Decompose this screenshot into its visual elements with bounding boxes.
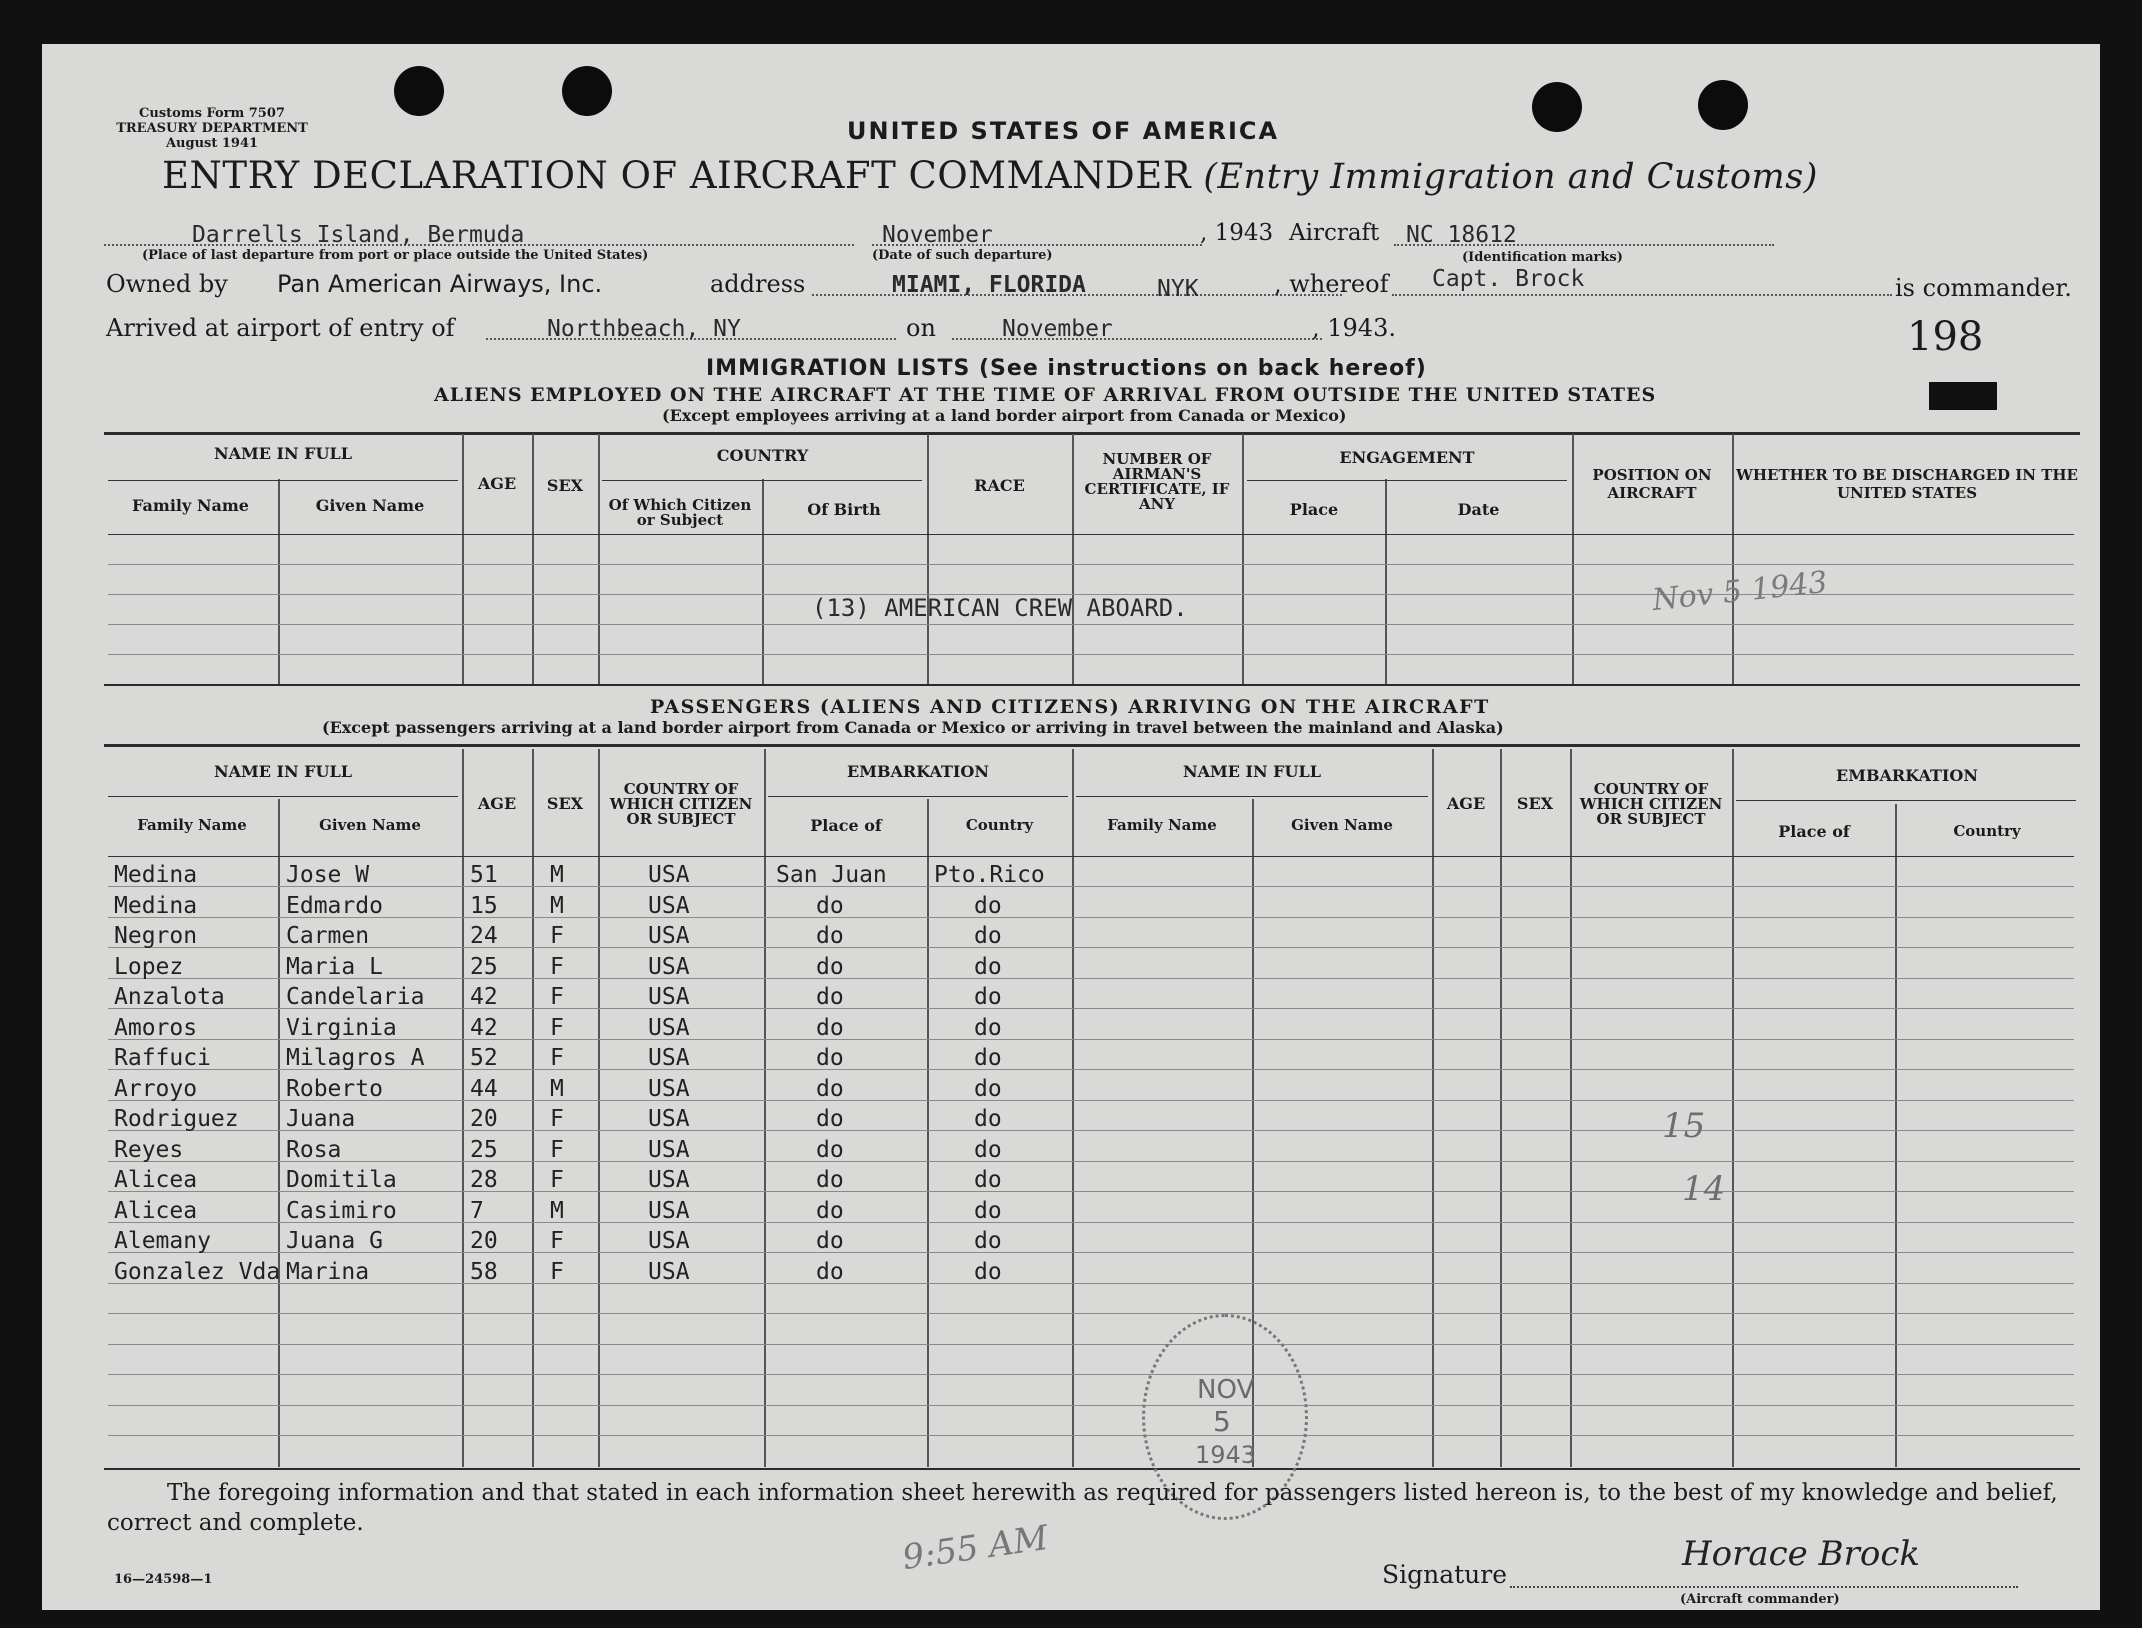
pax-col-name-2: NAME IN FULL: [1182, 762, 1321, 781]
country-heading: UNITED STATES OF AMERICA: [847, 117, 1280, 145]
arrival-year: , 1943.: [1312, 314, 1396, 342]
passenger-place: do: [816, 1075, 844, 1102]
crew-col-country: COUNTRY: [716, 446, 809, 465]
passenger-age: 58: [470, 1258, 498, 1285]
pax-col-given: Given Name: [319, 816, 421, 834]
passenger-embark-country: do: [974, 984, 1002, 1010]
passenger-given: Domitila: [286, 1167, 397, 1193]
passenger-place: do: [816, 1258, 844, 1285]
crew-handwritten-note: Nov 5 1943: [1650, 564, 1830, 619]
passenger-country: USA: [648, 892, 690, 919]
passenger-family: Medina: [114, 862, 198, 888]
table-rule: [108, 1161, 2074, 1162]
passenger-sex: F: [550, 1045, 564, 1071]
immigration-heading: IMMIGRATION LISTS (See instructions on back hereof): [706, 356, 1427, 381]
crew-col-position: POSITION ON AIRCRAFT: [1592, 466, 1712, 502]
pax-col-country-2: COUNTRY OF WHICH CITIZEN OR SUBJECT: [1579, 780, 1723, 828]
passenger-given: Roberto: [286, 1075, 383, 1102]
passenger-given: Carmen: [286, 923, 370, 949]
passenger-country: USA: [648, 1228, 690, 1254]
table-rule: [108, 886, 2074, 887]
stamp-day: 5: [1213, 1405, 1231, 1438]
whereof-label: , whereof: [1274, 270, 1389, 298]
pax-col-sex-2: SEX: [1516, 794, 1554, 813]
passenger-country: USA: [648, 953, 690, 980]
address-alt: NYK: [1157, 276, 1199, 302]
passenger-family: Gonzalez Vda: [114, 1258, 281, 1285]
pax-col-embark-country: Country: [965, 816, 1034, 834]
table-rule: [108, 1039, 2074, 1040]
departure-place: Darrells Island, Bermuda: [192, 222, 525, 248]
passenger-family: Amoros: [114, 1014, 198, 1041]
crew-col-sex: SEX: [546, 476, 584, 495]
table-rule: [108, 978, 2074, 979]
departure-place-caption: (Place of last departure from port or place outside the United States): [142, 248, 649, 263]
commander-signature: Horace Brock: [1682, 1534, 1920, 1574]
passenger-sex: F: [550, 984, 564, 1010]
passenger-given: Juana G: [286, 1228, 383, 1254]
passenger-country: USA: [648, 1014, 690, 1041]
passenger-place: do: [816, 1197, 844, 1224]
passenger-age: 52: [470, 1045, 498, 1071]
crew-col-name: NAME IN FULL: [213, 444, 352, 463]
passenger-sex: F: [550, 953, 564, 980]
on-label: on: [906, 314, 936, 342]
passenger-place: do: [816, 923, 844, 949]
table-rule: [108, 917, 2074, 918]
passenger-embark-country: do: [974, 1106, 1002, 1132]
passenger-age: 42: [470, 984, 498, 1010]
passenger-sex: F: [550, 923, 564, 949]
pax-col-embarkation: EMBARKATION: [847, 762, 989, 781]
passenger-family: Anzalota: [114, 984, 225, 1010]
departure-date: November: [882, 222, 993, 248]
passenger-given: Milagros A: [286, 1045, 425, 1071]
pax-col-age-2: AGE: [1446, 794, 1486, 813]
address: MIAMI, FLORIDA: [892, 272, 1086, 298]
passenger-country: USA: [648, 984, 690, 1010]
passenger-age: 20: [470, 1106, 498, 1132]
passenger-embark-country: do: [974, 1014, 1002, 1041]
passenger-embark-country: do: [974, 1258, 1002, 1285]
form-number: Customs Form 7507: [139, 106, 285, 121]
passenger-family: Arroyo: [114, 1075, 198, 1102]
passenger-age: 24: [470, 923, 498, 949]
commander-label: is commander.: [1895, 274, 2072, 302]
stamp-year: 1943: [1195, 1441, 1257, 1469]
owned-by-label: Owned by: [106, 270, 228, 298]
passenger-family: Negron: [114, 923, 198, 949]
table-rule: [108, 1130, 2074, 1131]
passenger-sex: F: [550, 1014, 564, 1041]
crew-note: (Except employees arriving at a land border airport from Canada or Mexico): [662, 406, 1347, 425]
passenger-place: do: [816, 1136, 844, 1163]
pax-col-given-2: Given Name: [1291, 816, 1393, 834]
crew-col-certificate: NUMBER OF AIRMAN'S CERTIFICATE, IF ANY: [1084, 450, 1230, 513]
time-note: 9:55 AM: [899, 1517, 1051, 1579]
passenger-country: USA: [648, 1075, 690, 1102]
table-rule: [108, 1252, 2074, 1253]
passenger-place: do: [816, 984, 844, 1010]
passengers-heading: PASSENGERS (ALIENS AND CITIZENS) ARRIVING ON THE AIRCRAFT: [650, 696, 1490, 718]
pax-col-name: NAME IN FULL: [213, 762, 352, 781]
crew-col-birth: Of Birth: [807, 500, 881, 519]
address-label: address: [710, 270, 806, 298]
department: TREASURY DEPARTMENT: [116, 121, 308, 136]
passenger-age: 51: [470, 862, 498, 888]
passenger-place: San Juan: [776, 862, 887, 888]
table-rule: [108, 947, 2074, 948]
pax-col-family: Family Name: [137, 816, 247, 834]
pax-col-embark-country-2: Country: [1953, 822, 2021, 840]
title-main: ENTRY DECLARATION OF AIRCRAFT COMMANDER: [162, 154, 1192, 197]
table-rule: [108, 1191, 2074, 1192]
passenger-sex: F: [550, 1167, 564, 1193]
pax-col-age: AGE: [477, 794, 517, 813]
passenger-embark-country: do: [974, 1167, 1002, 1193]
passenger-country: USA: [648, 1167, 690, 1193]
aircraft-label: Aircraft: [1289, 220, 1380, 246]
passenger-place: do: [816, 892, 844, 919]
pax-col-place: Place of: [810, 816, 882, 835]
passenger-sex: F: [550, 1258, 564, 1285]
arrived-label: Arrived at airport of entry of: [106, 314, 455, 342]
punch-hole: [562, 66, 612, 116]
passenger-country: USA: [648, 1258, 690, 1285]
passenger-embark-country: do: [974, 1075, 1002, 1102]
passenger-sex: F: [550, 1228, 564, 1254]
passenger-embark-country: do: [974, 1228, 1002, 1254]
passenger-family: Alemany: [114, 1228, 211, 1254]
passenger-country: USA: [648, 1106, 690, 1132]
passenger-country: USA: [648, 1045, 690, 1071]
passenger-place: do: [816, 1045, 844, 1071]
form-sheet: [42, 44, 2100, 1610]
punch-hole: [394, 66, 444, 116]
passenger-embark-country: do: [974, 892, 1002, 919]
passenger-given: Candelaria: [286, 984, 425, 1010]
form-date: August 1941: [165, 136, 259, 151]
commander: Capt. Brock: [1432, 266, 1585, 292]
passenger-given: Edmardo: [286, 892, 383, 919]
passenger-given: Casimiro: [286, 1197, 397, 1224]
crew-col-citizen: Of Which Citizen or Subject: [608, 496, 752, 529]
form-number-block: [82, 106, 342, 151]
passenger-embark-country: do: [974, 1136, 1002, 1163]
passenger-age: 25: [470, 1136, 498, 1163]
passenger-family: Alicea: [114, 1197, 198, 1224]
page-number: 198: [1907, 314, 1984, 360]
crew-note-typed: (13) AMERICAN CREW ABOARD.: [812, 594, 1188, 622]
signature-caption: (Aircraft commander): [1680, 1592, 1840, 1607]
passenger-given: Jose W: [286, 862, 370, 888]
passenger-place: do: [816, 1228, 844, 1254]
crew-col-engagement: ENGAGEMENT: [1339, 448, 1475, 467]
arrival-airport: Northbeach, NY: [547, 316, 741, 342]
passenger-family: Rodriguez: [114, 1106, 239, 1132]
passenger-country: USA: [648, 862, 690, 888]
certification-text: The foregoing information and that stated in each information sheet herewith as required for passengers listed hereon is, to the best of my knowledge and belief, correct and complete.: [107, 1480, 2058, 1536]
table-rule: [108, 1435, 2074, 1436]
passenger-family: Alicea: [114, 1167, 198, 1193]
redaction-mark: [1929, 382, 1997, 410]
table-rule: [108, 1344, 2074, 1345]
passenger-embark-country: do: [974, 1197, 1002, 1224]
table-rule: [108, 1283, 2074, 1284]
passenger-place: do: [816, 953, 844, 980]
crew-col-place: Place: [1289, 500, 1339, 519]
punch-hole: [1698, 80, 1748, 130]
crew-subheading: ALIENS EMPLOYED ON THE AIRCRAFT AT THE TIME OF ARRIVAL FROM OUTSIDE THE UNITED STATES: [434, 384, 1657, 406]
passenger-family: Raffuci: [114, 1045, 211, 1071]
table-rule: [108, 1100, 2074, 1101]
passenger-country: USA: [648, 1136, 690, 1163]
passenger-country: USA: [648, 1197, 690, 1224]
passenger-given: Virginia: [286, 1014, 397, 1041]
passenger-family: Lopez: [114, 953, 184, 980]
crew-col-discharged: WHETHER TO BE DISCHARGED IN THE UNITED STATES: [1736, 466, 2078, 502]
passenger-given: Maria L: [286, 953, 383, 980]
table-rule: [108, 1405, 2074, 1406]
pax-col-sex: SEX: [546, 794, 584, 813]
passenger-embark-country: do: [974, 1045, 1002, 1071]
aircraft-caption: (Identification marks): [1462, 250, 1623, 265]
departure-date-caption: (Date of such departure): [872, 248, 1053, 263]
print-code: 16—24598—1: [114, 1572, 213, 1587]
tally-count: 14: [1682, 1169, 1726, 1209]
table-rule: [108, 1374, 2074, 1375]
passenger-age: 20: [470, 1228, 498, 1254]
passenger-given: Rosa: [286, 1136, 342, 1163]
passenger-embark-country: do: [974, 953, 1002, 980]
passengers-note: (Except passengers arriving at a land border airport from Canada or Mexico or arriving in travel between the mainland and Alaska): [322, 718, 1504, 737]
passenger-age: 15: [470, 892, 498, 919]
arrival-month: November: [1002, 316, 1113, 342]
owner: Pan American Airways, Inc.: [277, 270, 603, 298]
passenger-age: 7: [470, 1197, 484, 1224]
passenger-age: 28: [470, 1167, 498, 1193]
departure-year: , 1943: [1200, 220, 1274, 246]
passenger-country: USA: [648, 923, 690, 949]
pax-col-country: COUNTRY OF WHICH CITIZEN OR SUBJECT: [609, 780, 753, 828]
passenger-sex: M: [550, 892, 564, 919]
passenger-place: do: [816, 1106, 844, 1132]
crew-col-age: AGE: [477, 474, 517, 493]
tally-marks: 15: [1662, 1106, 1706, 1146]
signature-label: Signature: [1382, 1560, 1508, 1589]
passenger-place: do: [816, 1014, 844, 1041]
crew-col-given: Given Name: [315, 496, 425, 515]
punch-hole: [1532, 82, 1582, 132]
passenger-sex: F: [550, 1106, 564, 1132]
passenger-age: 42: [470, 1014, 498, 1041]
passenger-sex: M: [550, 1075, 564, 1102]
passenger-given: Marina: [286, 1258, 370, 1285]
stamp-month: NOV: [1197, 1375, 1255, 1405]
pax-col-embarkation-2: EMBARKATION: [1836, 766, 1978, 785]
passenger-family: Medina: [114, 892, 198, 919]
crew-col-race: RACE: [974, 476, 1025, 495]
passenger-given: Juana: [286, 1106, 356, 1132]
pax-col-family-2: Family Name: [1107, 816, 1217, 834]
passenger-embark-country: do: [974, 923, 1002, 949]
passenger-sex: F: [550, 1136, 564, 1163]
crew-col-family: Family Name: [132, 496, 249, 515]
pax-col-place-2: Place of: [1778, 822, 1850, 841]
title-sub: (Entry Immigration and Customs): [1203, 157, 1818, 197]
table-rule: [108, 1313, 2074, 1314]
passenger-sex: M: [550, 862, 564, 888]
passenger-age: 44: [470, 1075, 498, 1102]
passenger-embark-country: Pto.Rico: [934, 862, 1045, 888]
passenger-place: do: [816, 1167, 844, 1193]
table-rule: [108, 1222, 2074, 1223]
passenger-family: Reyes: [114, 1136, 184, 1163]
aircraft-marks: NC 18612: [1406, 222, 1517, 248]
crew-col-date: Date: [1457, 500, 1500, 519]
passenger-age: 25: [470, 953, 498, 980]
passenger-sex: M: [550, 1197, 564, 1224]
page-title: [162, 154, 1818, 197]
